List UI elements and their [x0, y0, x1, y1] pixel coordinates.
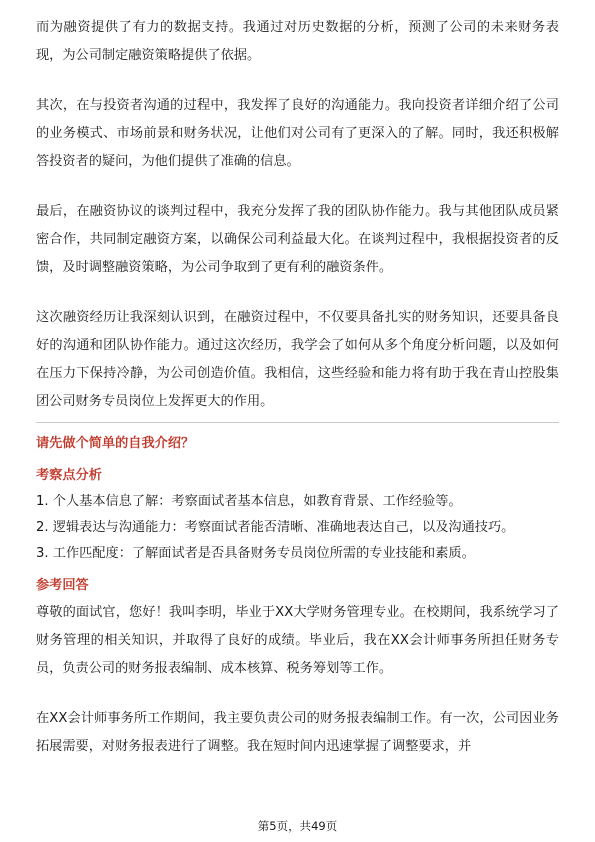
- answer-paragraph: 尊敬的面试官，您好！我叫李明，毕业于XX大学财务管理专业。在校期间，我系统学习了财务管理的相关知识，并取得了良好的成绩。毕业后，我在XX会计师事务所担任财务专员，负责公司的财务报表编制、成本核算、税务筹划等工作。: [36, 605, 559, 676]
- analysis-heading: 考察点分析: [36, 468, 102, 483]
- document-page: [36, 14, 559, 761]
- interview-question: 请先做个简单的自我介绍？: [36, 436, 195, 451]
- paragraph-communication: 其次，在与投资者沟通的过程中，我发挥了良好的沟通能力。我向投资者详细介绍了公司的业务模式、市场前景和财务状况，让他们对公司有了更深入的了解。同时，我还积极解答投资者的疑问，为他们提供了准确的信息。: [36, 98, 559, 169]
- analysis-item: 2. 逻辑表达与沟通能力：考察面试者能否清晰、准确地表达自己，以及沟通技巧。: [36, 520, 515, 535]
- page-footer: 第5页，共49页: [257, 819, 338, 833]
- paragraph-teamwork: 最后，在融资协议的谈判过程中，我充分发挥了我的团队协作能力。我与其他团队成员紧密合作，共同制定融资方案，以确保公司利益最大化。在谈判过程中，我根据投资者的反馈，及时调整融资策略，为公司争取到了更有利的融资条件。: [36, 204, 559, 275]
- paragraph-continuation: 而为融资提供了有力的数据支持。我通过对历史数据的分析，预测了公司的未来财务表现，为公司制定融资策略提供了依据。: [36, 20, 559, 63]
- section-divider: [36, 422, 559, 423]
- paragraph-conclusion: 这次融资经历让我深刻认识到，在融资过程中，不仅要具备扎实的财务知识，还要具备良好的沟通和团队协作能力。通过这次经历，我学会了如何从多个角度分析问题，以及如何在压力下保持冷静，为公司创造价值。我相信，这些经验和能力将有助于我在青山控股集团公司财务专员岗位上发挥更大的作用。: [36, 310, 559, 409]
- analysis-item: 3. 工作匹配度：了解面试者是否具备财务专员岗位所需的专业技能和素质。: [36, 546, 475, 561]
- answer-paragraph: 在XX会计师事务所工作期间，我主要负责公司的财务报表编制工作。有一次，公司因业务拓展需要，对财务报表进行了调整。我在短时间内迅速掌握了调整要求，并: [36, 711, 559, 754]
- analysis-item: 1. 个人基本信息了解：考察面试者基本信息，如教育背景、工作经验等。: [36, 494, 462, 509]
- answer-heading: 参考回答: [36, 578, 89, 593]
